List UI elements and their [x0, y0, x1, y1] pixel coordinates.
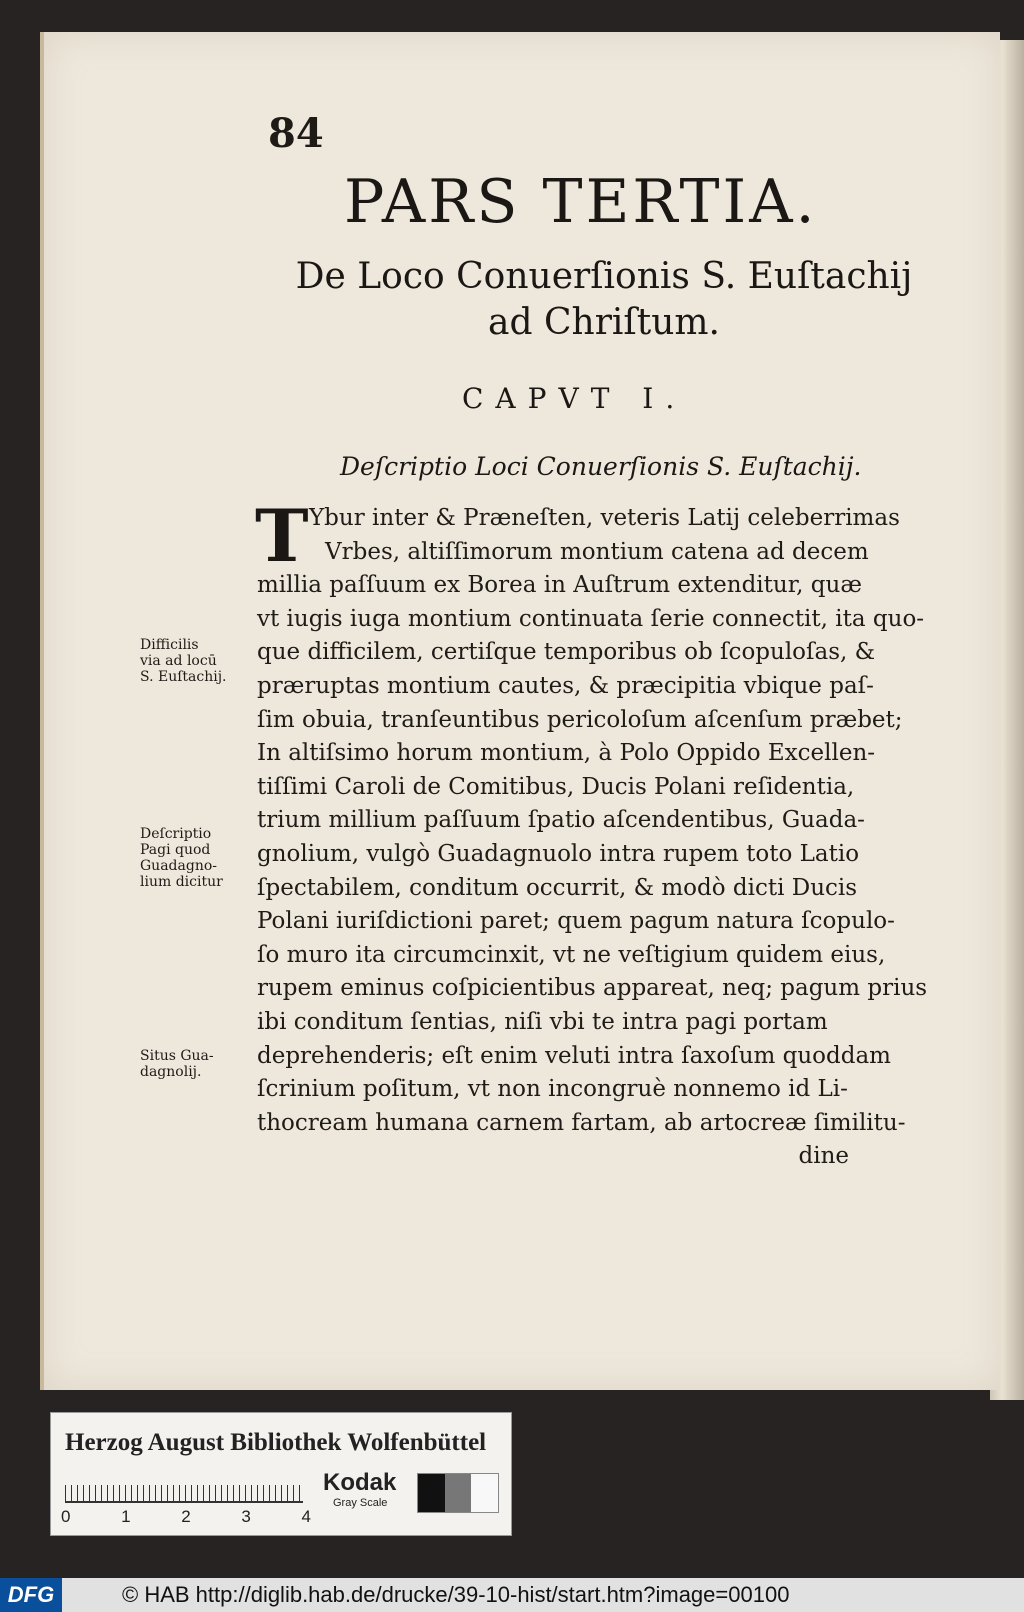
body-line: vt iugis iuga montium continuata ſerie connectit, ita quo- [257, 605, 925, 632]
margin-note-line: Deſcriptio [140, 826, 212, 842]
body-text [255, 493, 928, 1174]
archive-color-target [50, 1412, 512, 1536]
margin-note-line: dagnolij. [140, 1064, 202, 1080]
kodak-logo: Kodak [323, 1469, 397, 1496]
body-line: tiſſimi Caroli de Comitibus, Ducis Polani reſidentia, [257, 773, 855, 800]
body-line: ſpectabilem, conditum occurrit, & modò dicti Ducis [257, 874, 858, 901]
margin-note [140, 1048, 244, 1080]
copyright-url[interactable]: © HAB http://diglib.hab.de/drucke/39-10-hist/start.htm?image=00100 [122, 1582, 790, 1607]
gray-patch-mid [445, 1474, 472, 1512]
ruler-number: 1 [121, 1507, 131, 1526]
library-name: Herzog August Bibliothek Wolfenbüttel [65, 1429, 487, 1456]
ruler-numbers [61, 1507, 311, 1527]
margin-note-line: via ad locū [140, 653, 217, 669]
body-line: ſo muro ita circumcinxit, vt ne veſtigium quidem eius, [257, 941, 886, 968]
body-line: ibi conditum ſentias, niſi vbi te intra pagi portam [257, 1008, 828, 1035]
body-line: Polani iuriſdictioni paret; quem pagum natura ſcopulo- [257, 908, 895, 935]
gray-patch-light [471, 1474, 498, 1512]
ruler-number: 4 [301, 1507, 311, 1526]
ruler-number: 0 [61, 1507, 71, 1526]
kodak-subtitle: Gray Scale [333, 1497, 388, 1509]
body-line: millia paſſuum ex Borea in Auſtrum extenditur, quæ [257, 572, 862, 599]
part-title: PARS TERTIA. [344, 167, 818, 237]
body-line: que difficilem, certiſque temporibus ob ſcopuloſas, & [257, 639, 876, 666]
subtitle-line: ad Chriſtum. [488, 302, 720, 343]
margin-note-line: lium dicitur [140, 874, 223, 890]
body-line: Ybur inter & Præneſten, veteris Latij celeberrimas [309, 505, 900, 531]
gray-patch-dark [418, 1474, 445, 1512]
body-line: thocream humana carnem fartam, ab artocreæ ſimilitu- [257, 1109, 906, 1136]
body-line: ſcrinium poſitum, vt non incongruè nonnemo id Li- [257, 1076, 848, 1103]
margin-note-line: S. Euſtachij. [140, 669, 227, 685]
scale-ruler [65, 1471, 303, 1503]
margin-note-line: Situs Gua- [140, 1048, 214, 1064]
body-line: trium millium paſſuum ſpatio aſcendentibus, Guada- [257, 807, 865, 834]
body-line: præruptas montium cautes, & præcipitia vbique paſ- [257, 672, 874, 699]
subtitle-line: De Loco Conuerſionis S. Euſtachij [295, 256, 913, 297]
body-line: Vrbes, altiſſimorum montium catena ad decem [325, 538, 869, 565]
body-line: ſim obuia, tranſeuntibus pericoloſum aſcenſum præbet; [257, 706, 903, 733]
margin-note-line: Difficilis [140, 637, 199, 653]
caput-heading: CAPVT I. [462, 382, 687, 415]
body-line: gnolium, vulgò Guadagnuolo intra rupem toto Latio [257, 840, 860, 867]
body-line: In altiſsimo horum montium, à Polo Oppido Excellen- [257, 740, 876, 767]
ruler-number: 2 [181, 1507, 191, 1526]
margin-note [140, 637, 244, 685]
page-number: 84 [268, 110, 324, 157]
dfg-logo: DFG [0, 1578, 62, 1612]
margin-note-line: Pagi quod [140, 842, 211, 858]
margin-note [140, 826, 244, 890]
body-line: deprehenderis; eſt enim veluti intra ſaxoſum quoddam [257, 1042, 891, 1069]
ruler-number: 3 [241, 1507, 251, 1526]
footer-bar [0, 1578, 1024, 1612]
book-page [40, 32, 1000, 1390]
caput-description: Deſcriptio Loci Conuerſionis S. Euſtachij. [340, 452, 862, 481]
drop-cap: T [255, 493, 309, 578]
body-line-catchword: dine [798, 1143, 849, 1170]
gray-scale-patches [417, 1473, 499, 1513]
margin-note-line: Guadagno- [140, 858, 217, 874]
chapter-subtitle [294, 254, 914, 346]
body-line: rupem eminus coſpicientibus appareat, neq; pagum prius [257, 975, 928, 1002]
